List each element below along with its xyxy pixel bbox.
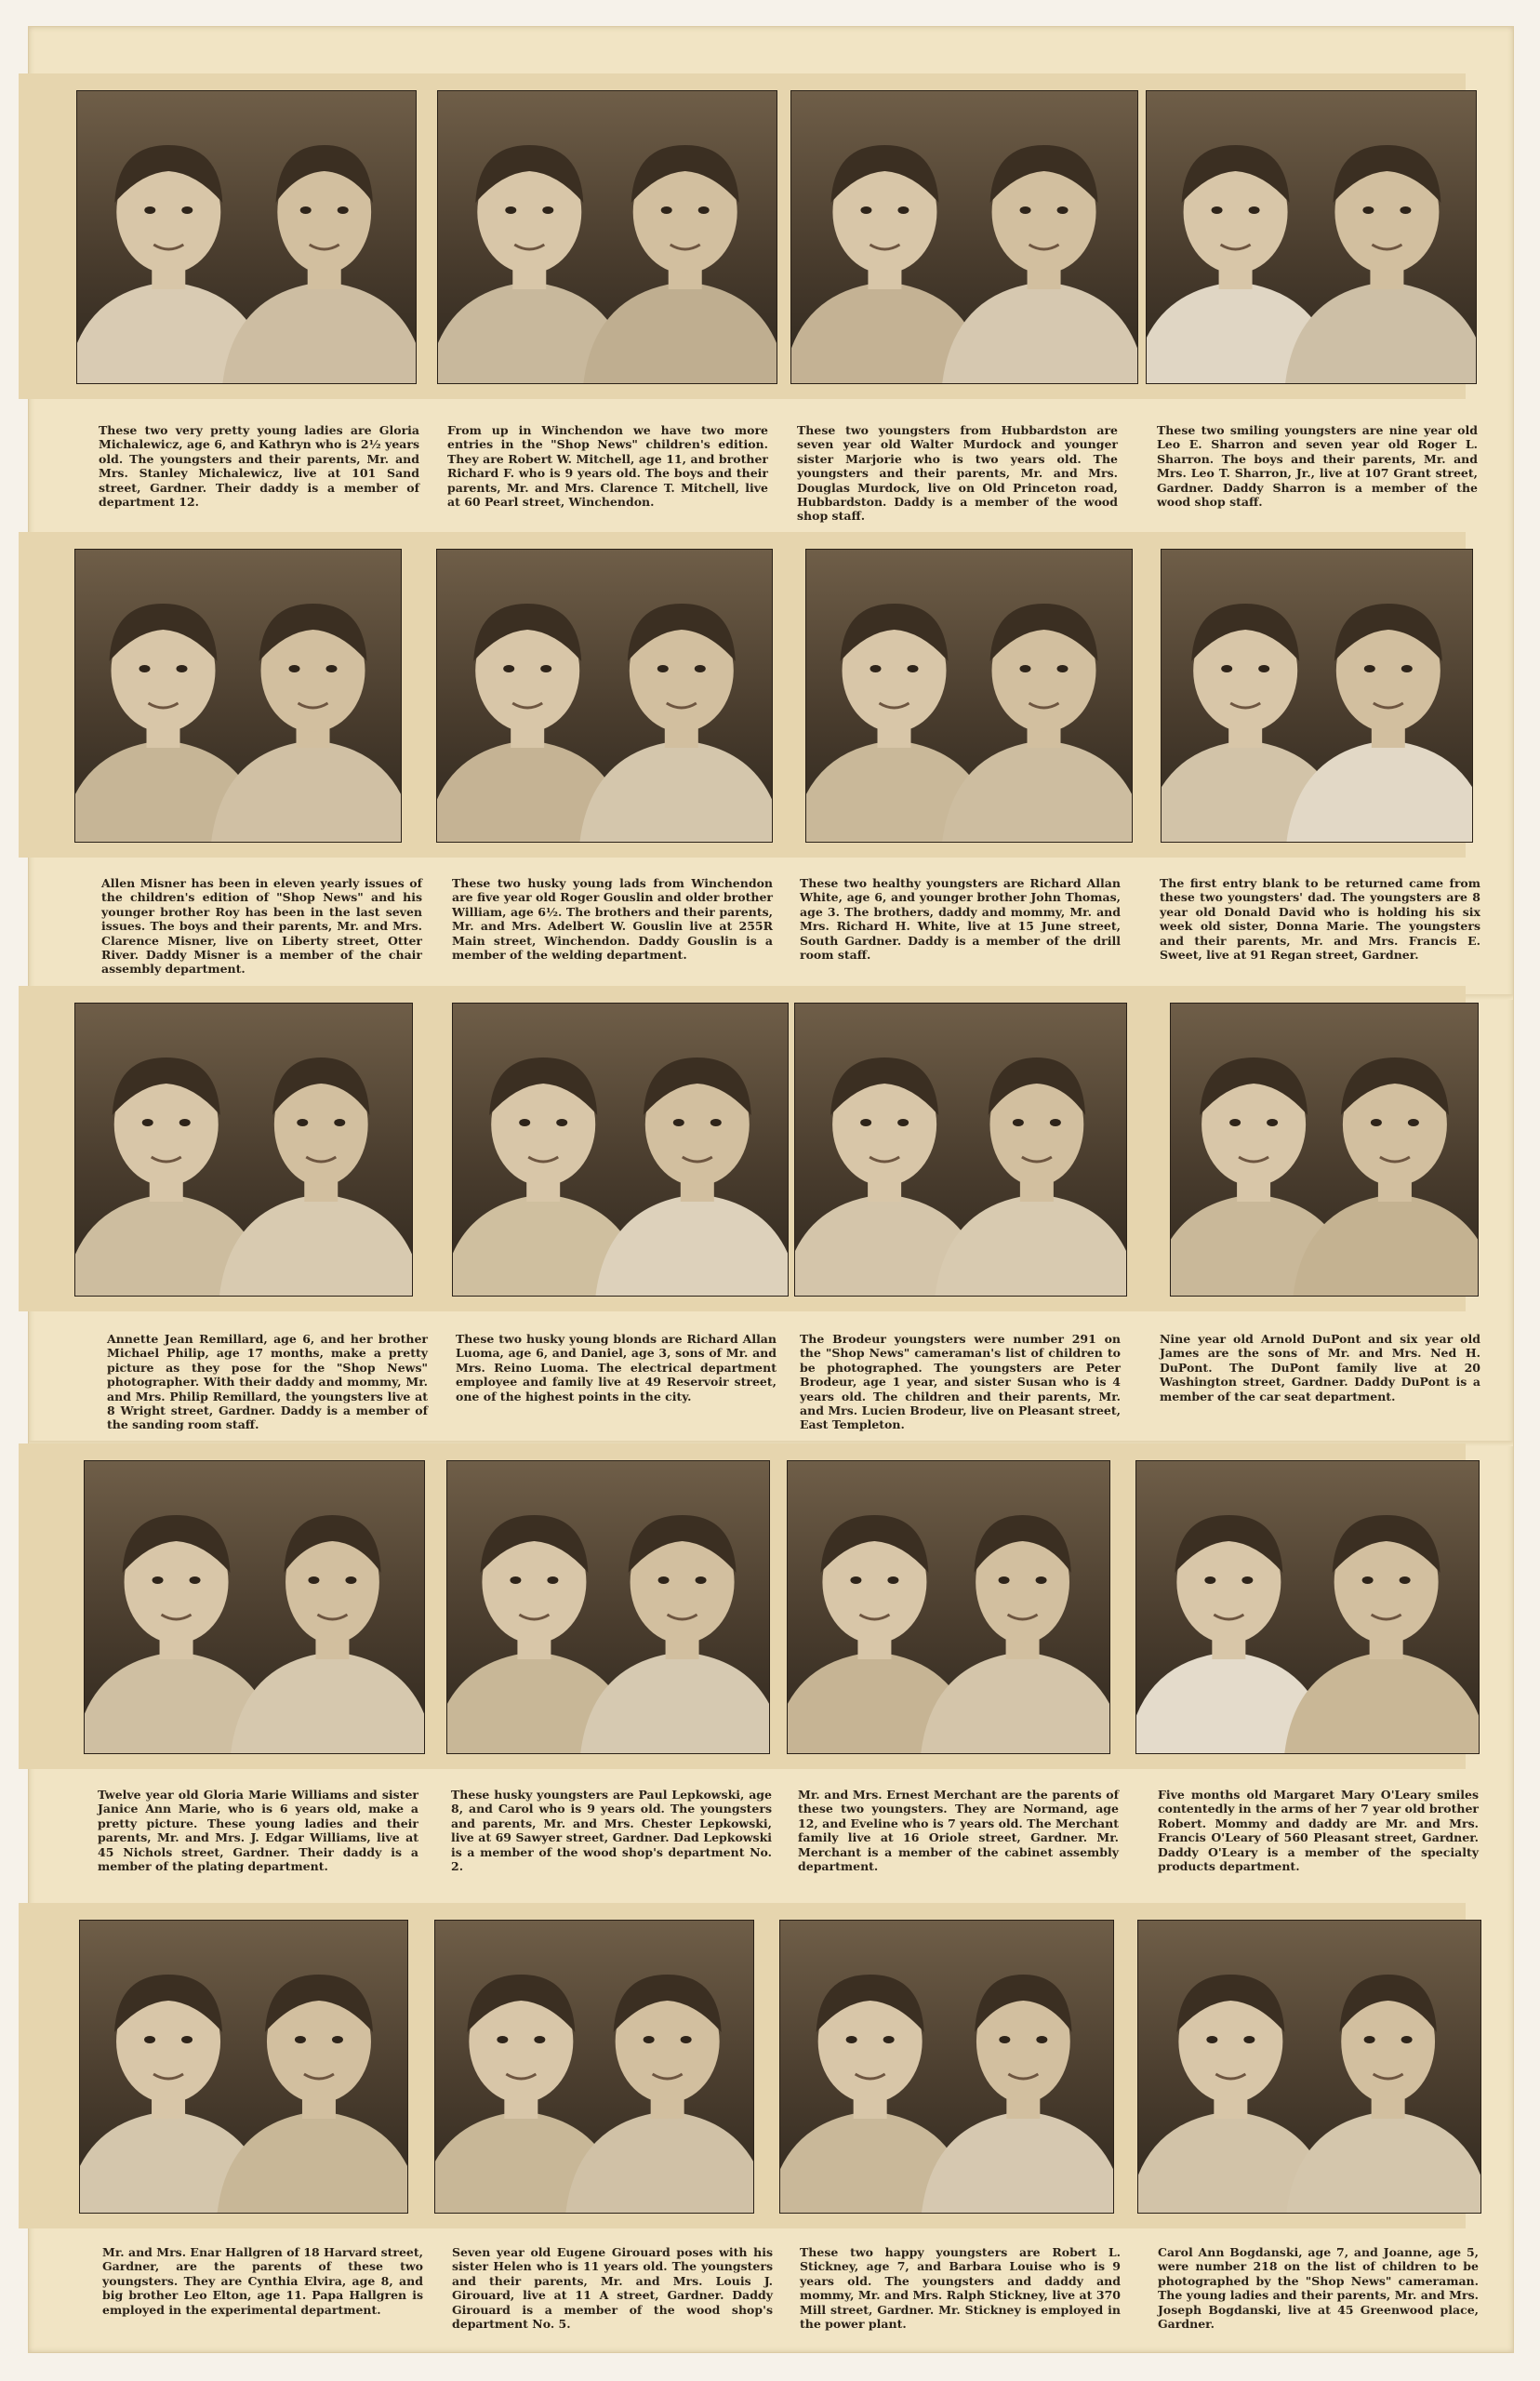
children-photo [1170, 1003, 1479, 1297]
photo-caption: These two very pretty young ladies are Gloria Michalewicz, age 6, and Kathryn who is 2½ years old. The youngsters and their parents, Mr. and Mrs. Stanley Michalewicz, live at 101 Sand street, Gardner. Their daddy is a member of department 12. [99, 423, 419, 510]
photo-image [806, 550, 1132, 842]
photo-image [788, 1461, 1109, 1753]
children-photo [1135, 1460, 1480, 1754]
photo-caption: The Brodeur youngsters were number 291 on the "Shop News" cameraman's list of children to be photographed. The youngsters are Peter Brodeur, age 1 year, and sister Susan who is 4 years old. The children and their parents, Mr. and Mrs. Lucien Brodeur, live on Pleasant street, East Templeton. [800, 1332, 1121, 1432]
photo-caption: Annette Jean Remillard, age 6, and her brother Michael Philip, age 17 months, make a pretty picture as they pose for the "Shop News" photographer. With their daddy and mommy, Mr. and Mrs. Philip Remillard, the youngsters live at 8 Wright street, Gardner. Daddy is a member of the sanding room staff. [107, 1332, 428, 1432]
photo-image [77, 91, 416, 383]
photo-image [438, 91, 777, 383]
children-photo [74, 549, 402, 843]
photo-caption: These two youngsters from Hubbardston are seven year old Walter Murdock and younger sister Marjorie who is two years old. The youngsters and their parents, Mr. and Mrs. Douglas Murdock, live on Old Princeton road, Hubbardston. Daddy is a member of the wood shop staff. [797, 423, 1118, 524]
children-photo [1146, 90, 1477, 384]
photo-caption: These two husky young blonds are Richard Allan Luoma, age 6, and Daniel, age 3, sons of Mr. and Mrs. Reino Luoma. The electrical department employee and family live at 49 Reservoir street, one of the highest points in the city. [456, 1332, 777, 1403]
children-photo [790, 90, 1138, 384]
children-photo [434, 1920, 754, 2214]
photo-image [1147, 91, 1476, 383]
children-photo [787, 1460, 1110, 1754]
photo-image [75, 550, 401, 842]
children-photo [1137, 1920, 1481, 2214]
photo-caption: Allen Misner has been in eleven yearly issues of the children's edition of "Shop News" and his younger brother Roy has been in the last seven issues. The boys and their parents, Mr. and Mrs. Clarence Misner, live on Liberty street, Otter River. Daddy Misner is a member of the chair assembly department. [101, 876, 422, 977]
photo-image [437, 550, 772, 842]
children-photo [437, 90, 777, 384]
children-photo [1161, 549, 1473, 843]
children-photo [76, 90, 417, 384]
photo-image [80, 1921, 407, 2213]
photo-image [1138, 1921, 1480, 2213]
children-photo [805, 549, 1133, 843]
children-photo [779, 1920, 1114, 2214]
photo-caption: Five months old Margaret Mary O'Leary smiles contentedly in the arms of her 7 year old brother Robert. Mommy and daddy are Mr. and Mrs. Francis O'Leary of 560 Pleasant street, Gardner. Daddy O'Leary is a member of the specialty products department. [1158, 1788, 1479, 1874]
children-photo [79, 1920, 408, 2214]
photo-caption: From up in Winchendon we have two more entries in the "Shop News" children's edition. They are Robert W. Mitchell, age 11, and brother Richard F. who is 9 years old. The boys and their parents, Mr. and Mrs. Clarence T. Mitchell, live at 60 Pearl street, Winchendon. [447, 423, 768, 510]
photo-image [1136, 1461, 1479, 1753]
photo-image [780, 1921, 1113, 2213]
photo-image [447, 1461, 769, 1753]
photo-image [453, 1004, 788, 1296]
photo-caption: These two smiling youngsters are nine year old Leo E. Sharron and seven year old Roger L. Sharron. The boys and their parents, Mr. and Mrs. Leo T. Sharron, Jr., live at 107 Grant street, Gardner. Daddy Sharron is a member of the wood shop staff. [1157, 423, 1478, 510]
photo-caption: These two healthy youngsters are Richard Allan White, age 6, and younger brother John Thomas, age 3. The brothers, daddy and mommy, Mr. and Mrs. Richard H. White, live at 15 June street, South Gardner. Daddy is a member of the drill room staff. [800, 876, 1121, 963]
photo-caption: These two husky young lads from Winchendon are five year old Roger Gouslin and older brother William, age 6½. The brothers and their parents, Mr. and Mrs. Adelbert W. Gouslin live at 255R Main street, Winchendon. Daddy Gouslin is a member of the welding department. [452, 876, 773, 963]
photo-image [435, 1921, 753, 2213]
photo-image [1162, 550, 1472, 842]
photo-image [791, 91, 1137, 383]
photo-caption: Nine year old Arnold DuPont and six year old James are the sons of Mr. and Mrs. Ned H. DuPont. The DuPont family live at 20 Washington street, Gardner. Daddy DuPont is a member of the car seat department. [1160, 1332, 1480, 1403]
children-photo [436, 549, 773, 843]
photo-image [85, 1461, 424, 1753]
photo-caption: These husky youngsters are Paul Lepkowski, age 8, and Carol who is 9 years old. The youngsters and parents, Mr. and Mrs. Chester Lepkowski, live at 69 Sawyer street, Gardner. Dad Lepkowski is a member of the wood shop's department No. 2. [451, 1788, 772, 1874]
photo-image [1171, 1004, 1478, 1296]
photo-caption: Carol Ann Bogdanski, age 7, and Joanne, age 5, were number 218 on the list of children to be photographed by the "Shop News" cameraman. The young ladies and their parents, Mr. and Mrs. Joseph Bogdanski, live at 45 Greenwood place, Gardner. [1158, 2245, 1479, 2332]
photo-caption: The first entry blank to be returned came from these two youngsters' dad. The youngsters are 8 year old Donald David who is holding his six week old sister, Donna Marie. The youngsters and their parents, Mr. and Mrs. Francis E. Sweet, live at 91 Regan street, Gardner. [1160, 876, 1480, 963]
children-photo [446, 1460, 770, 1754]
children-photo [84, 1460, 425, 1754]
photo-caption: Mr. and Mrs. Ernest Merchant are the parents of these two youngsters. They are Normand, age 12, and Eveline who is 7 years old. The Merchant family live at 16 Oriole street, Gardner. Mr. Merchant is a member of the cabinet assembly department. [798, 1788, 1119, 1874]
photo-caption: Mr. and Mrs. Enar Hallgren of 18 Harvard street, Gardner, are the parents of these two youngsters. They are Cynthia Elvira, age 8, and big brother Leo Elton, age 11. Papa Hallgren is employed in the experimental department. [102, 2245, 423, 2317]
photo-caption: Twelve year old Gloria Marie Williams and sister Janice Ann Marie, who is 6 years old, make a pretty picture. These young ladies and their parents, Mr. and Mrs. J. Edgar Williams, live at 45 Nichols street, Gardner. Their daddy is a member of the plating department. [98, 1788, 418, 1874]
photo-image [795, 1004, 1126, 1296]
children-photo [74, 1003, 413, 1297]
photo-caption: Seven year old Eugene Girouard poses with his sister Helen who is 11 years old. The youngsters and their parents, Mr. and Mrs. Louis J. Girouard, live at 11 A street, Gardner. Daddy Girouard is a member of the wood shop's department No. 5. [452, 2245, 773, 2332]
children-photo [452, 1003, 789, 1297]
photo-caption: These two happy youngsters are Robert L. Stickney, age 7, and Barbara Louise who is 9 years old. The youngsters and daddy and mommy, Mr. and Mrs. Ralph Stickney, live at 370 Mill street, Gardner. Mr. Stickney is employed in the power plant. [800, 2245, 1121, 2332]
children-photo [794, 1003, 1127, 1297]
photo-image [75, 1004, 412, 1296]
